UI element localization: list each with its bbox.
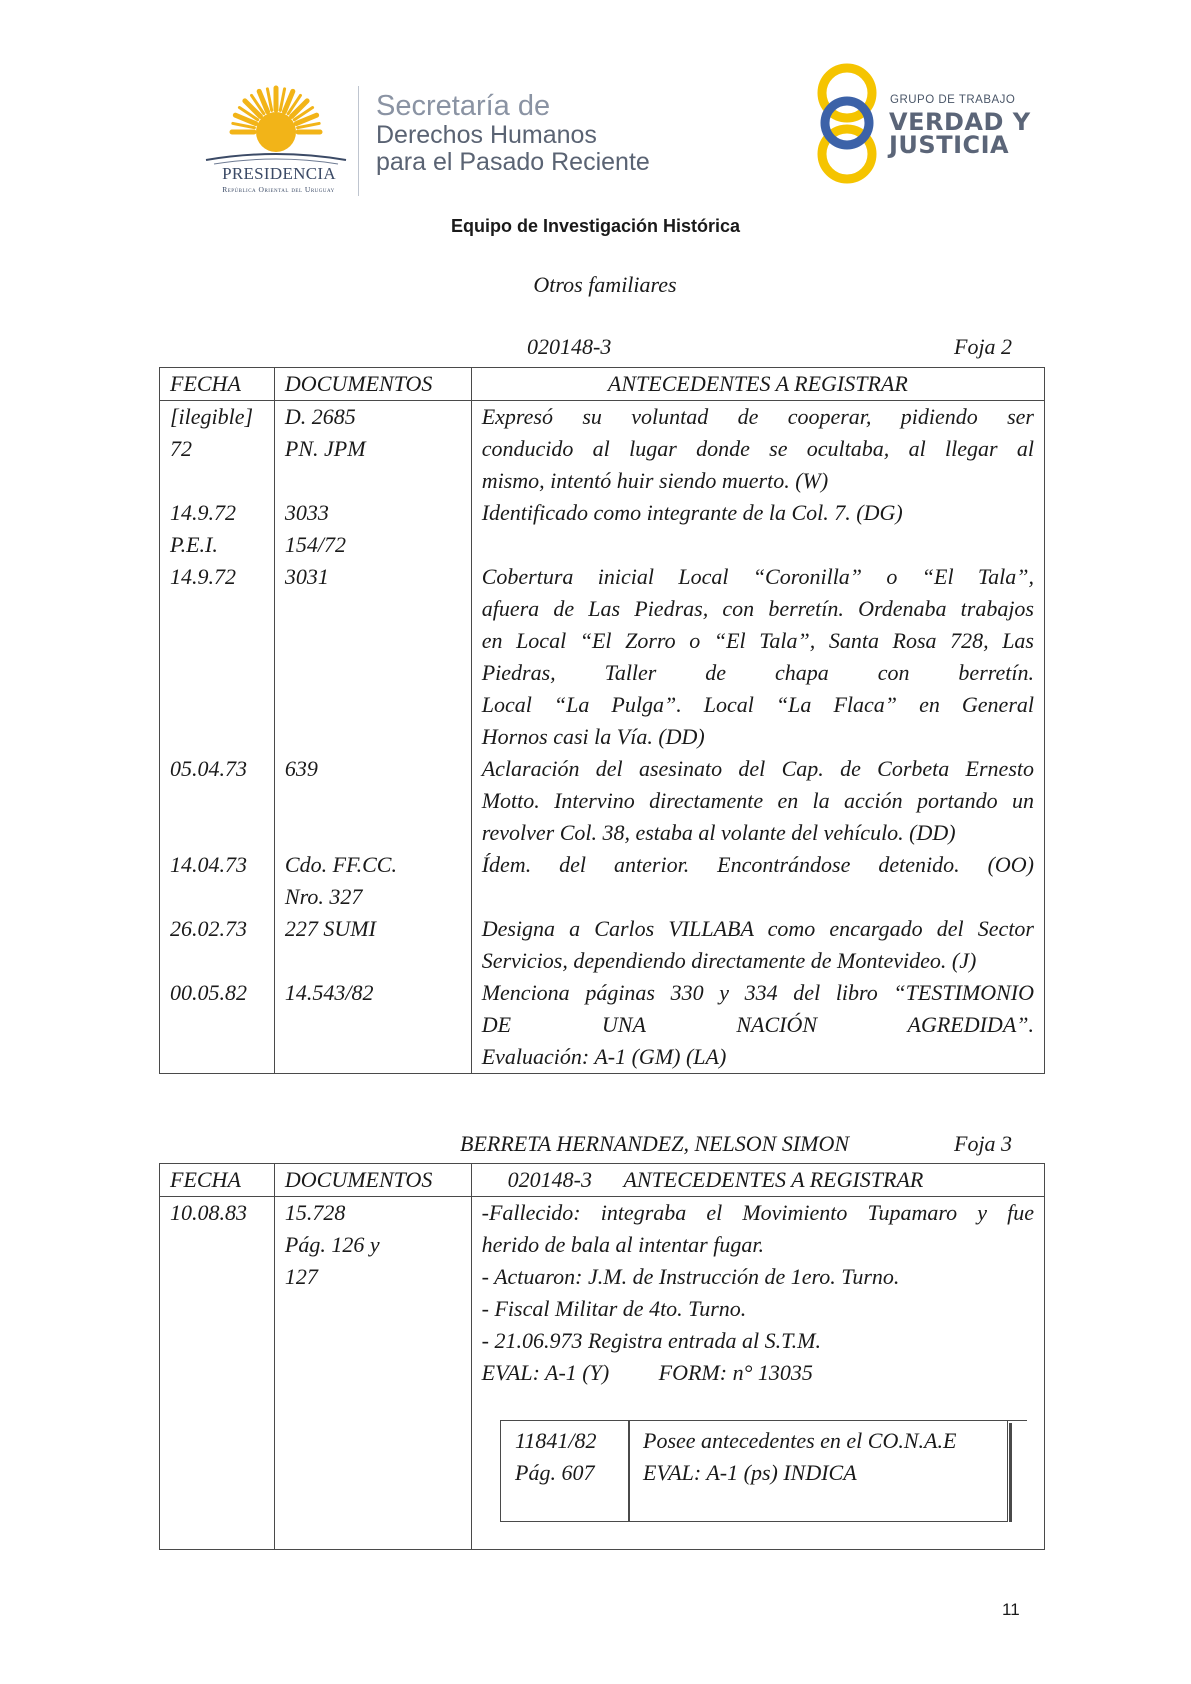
fecha-line	[170, 465, 264, 497]
antecedente-line: - 21.06.973 Registra entrada al S.T.M.	[481, 1328, 822, 1353]
fecha-line	[170, 817, 264, 849]
fecha-column	[160, 401, 275, 1074]
antecedente-line: Designa a Carlos VILLABA como encargado del Sector	[481, 916, 1034, 941]
document-line: 3031	[284, 564, 329, 589]
antecedente-entry	[482, 913, 1034, 977]
fecha-line	[170, 1041, 264, 1073]
secretaria-line1: Secretaría de	[376, 90, 551, 122]
document-line	[285, 625, 461, 657]
antecedente-line: DE UNA NACIÓN AGREDIDA”.	[481, 1012, 1034, 1037]
antecedente-entry	[482, 561, 1034, 753]
antecedente-line: Aclaración del asesinato del Cap. de Corbeta Ernesto	[481, 756, 1034, 781]
document-line: Nro. 327	[284, 884, 363, 909]
document-line	[285, 785, 461, 817]
page-number: 11	[1002, 1600, 1020, 1619]
antecedente-line: - Fiscal Militar de 4to. Turno.	[481, 1296, 747, 1321]
document-line: 3033	[284, 500, 329, 525]
antecedente-line: Hornos casi la Vía. (DD)	[481, 724, 705, 749]
fecha-line	[170, 657, 264, 689]
document-line	[285, 817, 461, 849]
document-line: PN. JPM	[284, 436, 366, 461]
fecha-line: 14.9.72	[170, 564, 236, 589]
document-line: D. 2685	[284, 404, 356, 429]
antecedente-line: conducido al lugar donde se ocultaba, al llegar al	[481, 436, 1034, 461]
records-table-1	[159, 367, 1045, 1074]
antecedente-line: Ídem. del anterior. Encontrándose detenido. (OO)	[481, 852, 1034, 877]
table1-code: 020148-3	[527, 334, 612, 359]
fecha-line	[170, 689, 264, 721]
secretaria-logo-text	[376, 90, 716, 176]
antecedente-line: herido de bala al intentar fugar.	[481, 1232, 764, 1257]
antecedente-line: Expresó su voluntad de cooperar, pidiendo ser	[481, 404, 1034, 429]
document-line: 127	[284, 1264, 318, 1289]
fecha-line: 05.04.73	[170, 756, 247, 781]
antecedente-line: Menciona páginas 330 y 334 del libro “TESTIMONIO	[481, 980, 1034, 1005]
document-line: 639	[284, 756, 318, 781]
antecedentes-column	[471, 401, 1044, 1074]
fecha-line: 26.02.73	[170, 916, 247, 941]
presidencia-subtitle: República Oriental del Uruguay	[222, 185, 335, 194]
fecha-line: 72	[170, 436, 192, 461]
fecha-line	[170, 1009, 264, 1041]
fecha-line: 14.9.72	[170, 500, 236, 525]
fecha-line: [ilegible]	[170, 404, 254, 429]
document-line: 14.543/82	[284, 980, 374, 1005]
document-line	[285, 465, 461, 497]
header-divider	[358, 86, 359, 196]
eval-form-line	[482, 1357, 1034, 1389]
antecedente-entry	[482, 849, 1034, 913]
table1-foja: Foja 2	[954, 334, 1013, 359]
sun-icon	[196, 80, 356, 170]
document-line: 227 SUMI	[284, 916, 376, 941]
antecedente-line: Motto. Intervino directamente en la acción portando un	[481, 788, 1034, 813]
antecedente-line: Evaluación: A-1 (GM) (LA)	[481, 1044, 727, 1069]
document-line	[285, 945, 461, 977]
antecedente-line: Identificado como integrante de la Col. 7. (DG)	[481, 500, 903, 525]
antecedente-line	[482, 881, 1034, 913]
gtvj-line1: GRUPO DE TRABAJO	[890, 94, 1016, 106]
fecha-line	[170, 593, 264, 625]
inner-box-top-extension	[1007, 1420, 1027, 1422]
fecha-line	[170, 785, 264, 817]
antecedente-entry	[482, 497, 1034, 529]
inner-record-box	[500, 1420, 1008, 1522]
inner-box-antecedentes	[643, 1425, 956, 1489]
document-line	[285, 657, 461, 689]
form-value: FORM: n° 13035	[658, 1360, 813, 1385]
antecedente-entry	[482, 529, 1034, 561]
verdad-justicia-logo	[812, 60, 1032, 185]
secretaria-line3: para el Pasado Reciente	[376, 148, 650, 176]
inner-box-divider	[628, 1421, 630, 1521]
antecedente-entry	[482, 753, 1034, 849]
rings-icon	[812, 60, 882, 185]
documentos-cell	[274, 1197, 471, 1550]
antecedente-line: Servicios, dependiendo directamente de Montevideo. (J)	[481, 948, 977, 973]
inner-box-documents	[515, 1425, 596, 1489]
header-antecedentes: ANTECEDENTES A REGISTRAR	[471, 368, 1044, 401]
team-title: Equipo de Investigación Histórica	[450, 216, 741, 236]
document-line: 15.728	[284, 1200, 346, 1225]
antecedente-line: -Fallecido: integraba el Movimiento Tupamaro y fue	[481, 1200, 1034, 1225]
fecha-line	[170, 625, 264, 657]
header-fecha: FECHA	[160, 1164, 275, 1197]
antecedente-entry	[482, 977, 1034, 1073]
fecha-cell	[160, 1197, 275, 1550]
antecedente-line: Local “La Pulga”. Local “La Flaca” en General	[481, 692, 1034, 717]
antecedente-line: revolver Col. 38, estaba al volante del vehículo. (DD)	[481, 820, 956, 845]
antecedente-line: en Local “El Zorro o “El Tala”, Santa Rosa 728, Las	[481, 628, 1034, 653]
table2-person-name: BERRETA HERNANDEZ, NELSON SIMON	[460, 1131, 850, 1156]
fecha-line: P.E.I.	[170, 532, 218, 557]
fecha-line	[170, 881, 264, 913]
inner-document-line: 11841/82	[515, 1428, 597, 1453]
table2-header-row	[160, 1164, 1045, 1197]
table2-foja: Foja 3	[954, 1131, 1013, 1156]
document-line: Pág. 126 y	[284, 1232, 380, 1257]
header-antecedentes: ANTECEDENTES A REGISTRAR	[623, 1167, 924, 1192]
document-line	[285, 689, 461, 721]
fecha-value: 10.08.83	[170, 1200, 247, 1225]
eval-value: EVAL: A-1 (Y)	[481, 1360, 610, 1385]
section-subtitle: Otros familiares	[533, 272, 677, 297]
document-line: Cdo. FF.CC.	[284, 852, 397, 877]
table1-body-row	[160, 401, 1045, 1074]
document-line	[285, 593, 461, 625]
fecha-line	[170, 945, 264, 977]
header-fecha: FECHA	[160, 368, 275, 401]
fecha-line	[170, 721, 264, 753]
document-line	[285, 1041, 461, 1073]
secretaria-line2: Derechos Humanos	[376, 121, 597, 149]
header-code-antecedentes	[471, 1164, 1044, 1197]
antecedente-line: afuera de Las Piedras, con berretín. Ordenaba trabajos	[481, 596, 1034, 621]
fecha-line: 00.05.82	[170, 980, 247, 1005]
antecedente-line: - Actuaron: J.M. de Instrucción de 1ero. Turno.	[481, 1264, 900, 1289]
header-code: 020148-3	[507, 1167, 592, 1192]
header-documentos: DOCUMENTOS	[274, 1164, 471, 1197]
header-documentos: DOCUMENTOS	[274, 368, 471, 401]
table1-header-row	[160, 368, 1045, 401]
inner-antecedente-line: Posee antecedentes en el CO.N.A.E	[643, 1428, 957, 1453]
gtvj-line2: VERDAD Y	[889, 108, 1031, 136]
inner-box-shadow	[1009, 1423, 1012, 1522]
antecedente-line: Piedras, Taller de chapa con berretín.	[481, 660, 1034, 685]
inner-document-line: Pág. 607	[515, 1460, 595, 1485]
antecedente-line: mismo, intentó huir siendo muerto. (W)	[481, 468, 829, 493]
document-line	[285, 1009, 461, 1041]
documentos-column	[274, 401, 471, 1074]
antecedente-entry	[482, 401, 1034, 497]
presidencia-logo	[196, 80, 356, 200]
document-line	[285, 721, 461, 753]
presidencia-word: PRESIDENCIA	[222, 164, 336, 183]
antecedente-line	[482, 529, 1034, 561]
fecha-line: 14.04.73	[170, 852, 247, 877]
page-header	[0, 60, 1191, 200]
document-line: 154/72	[284, 532, 347, 557]
gtvj-line3: JUSTICIA	[889, 131, 1010, 159]
antecedente-line: Cobertura inicial Local “Coronilla” o “El Tala”,	[481, 564, 1034, 589]
inner-antecedente-line: EVAL: A-1 (ps) INDICA	[643, 1460, 857, 1485]
